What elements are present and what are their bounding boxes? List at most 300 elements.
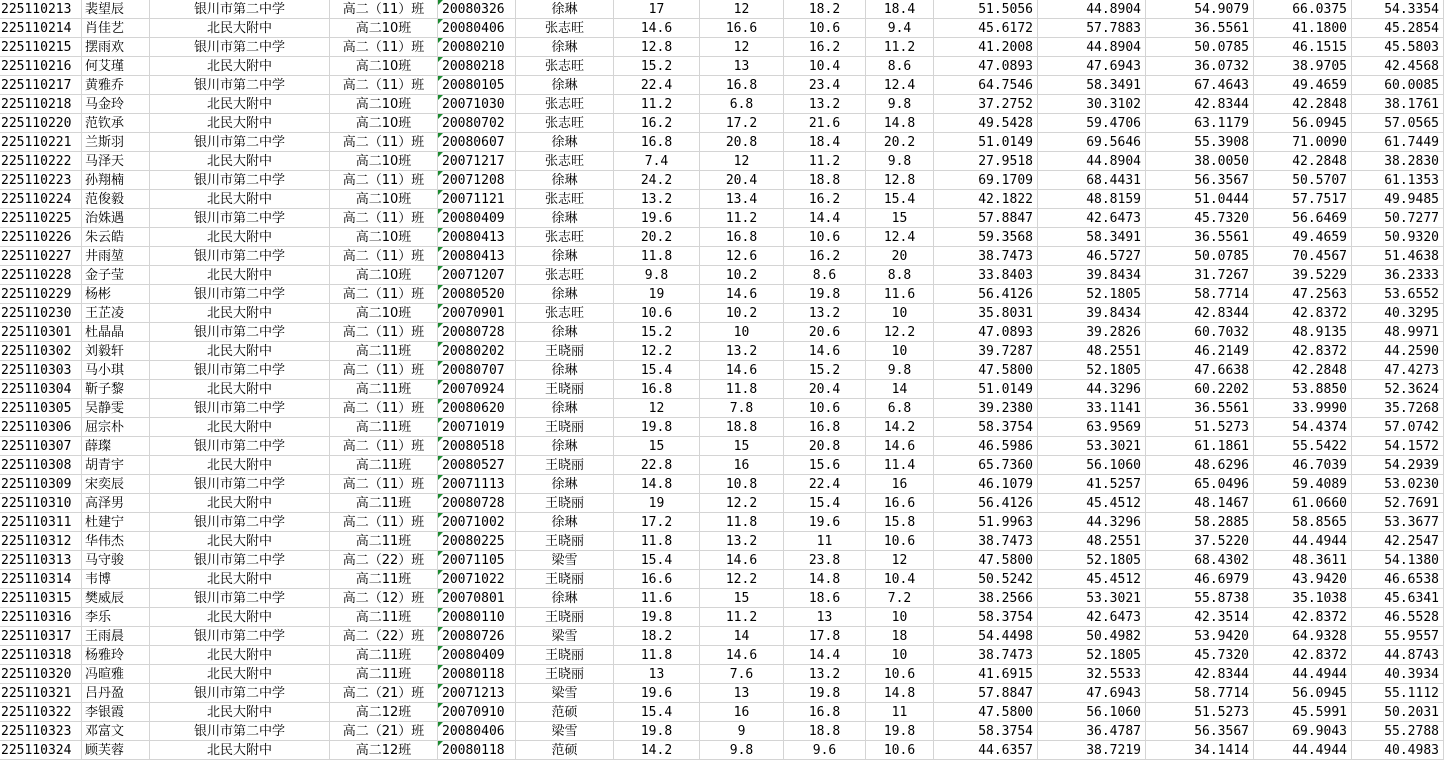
scaled1-cell[interactable]: 47.0893: [934, 323, 1038, 342]
scaled4-cell[interactable]: 64.9328: [1254, 627, 1352, 646]
teacher-cell[interactable]: 王晓丽: [516, 646, 614, 665]
scaled2-cell[interactable]: 53.3021: [1038, 589, 1146, 608]
teacher-cell[interactable]: 张志旺: [516, 57, 614, 76]
scaled2-cell[interactable]: 57.7883: [1038, 19, 1146, 38]
scaled4-cell[interactable]: 33.9990: [1254, 399, 1352, 418]
score2-cell[interactable]: 11.2: [700, 209, 784, 228]
student-id-cell[interactable]: 225110317: [0, 627, 82, 646]
class-cell[interactable]: 高二11班: [330, 665, 438, 684]
teacher-cell[interactable]: 张志旺: [516, 266, 614, 285]
score1-cell[interactable]: 13.2: [614, 190, 700, 209]
average-cell[interactable]: 50.9320: [1352, 228, 1444, 247]
scaled1-cell[interactable]: 42.1822: [934, 190, 1038, 209]
teacher-cell[interactable]: 徐琳: [516, 361, 614, 380]
score1-cell[interactable]: 11.8: [614, 532, 700, 551]
score3-cell[interactable]: 10.6: [784, 228, 866, 247]
scaled1-cell[interactable]: 46.1079: [934, 475, 1038, 494]
scaled3-cell[interactable]: 42.8344: [1146, 304, 1254, 323]
score2-cell[interactable]: 17.2: [700, 114, 784, 133]
teacher-cell[interactable]: 张志旺: [516, 228, 614, 247]
score2-cell[interactable]: 11.8: [700, 380, 784, 399]
teacher-cell[interactable]: 徐琳: [516, 76, 614, 95]
score4-cell[interactable]: 8.6: [866, 57, 934, 76]
school-cell[interactable]: 银川市第二中学: [150, 0, 330, 19]
scaled2-cell[interactable]: 47.6943: [1038, 57, 1146, 76]
school-cell[interactable]: 北民大附中: [150, 342, 330, 361]
score4-cell[interactable]: 14.6: [866, 437, 934, 456]
score4-cell[interactable]: 10.6: [866, 665, 934, 684]
school-cell[interactable]: 银川市第二中学: [150, 209, 330, 228]
scaled2-cell[interactable]: 42.6473: [1038, 209, 1146, 228]
score2-cell[interactable]: 15: [700, 437, 784, 456]
table-row[interactable]: [0, 722, 1444, 741]
scaled1-cell[interactable]: 59.3568: [934, 228, 1038, 247]
score3-cell[interactable]: 16.2: [784, 190, 866, 209]
score3-cell[interactable]: 19.6: [784, 513, 866, 532]
name-cell[interactable]: 摆雨欢: [82, 38, 150, 57]
student-id-cell[interactable]: 225110312: [0, 532, 82, 551]
student-id-cell[interactable]: 225110213: [0, 0, 82, 19]
score4-cell[interactable]: 15.4: [866, 190, 934, 209]
score2-cell[interactable]: 10: [700, 323, 784, 342]
score4-cell[interactable]: 18: [866, 627, 934, 646]
teacher-cell[interactable]: 徐琳: [516, 133, 614, 152]
birthdate-cell[interactable]: 20080409: [438, 646, 516, 665]
score1-cell[interactable]: 19: [614, 494, 700, 513]
score3-cell[interactable]: 15.4: [784, 494, 866, 513]
score3-cell[interactable]: 14.4: [784, 646, 866, 665]
name-cell[interactable]: 李乐: [82, 608, 150, 627]
scaled3-cell[interactable]: 42.3514: [1146, 608, 1254, 627]
scaled2-cell[interactable]: 44.8904: [1038, 0, 1146, 19]
student-id-cell[interactable]: 225110226: [0, 228, 82, 247]
average-cell[interactable]: 55.1112: [1352, 684, 1444, 703]
score3-cell[interactable]: 21.6: [784, 114, 866, 133]
school-cell[interactable]: 银川市第二中学: [150, 399, 330, 418]
table-row[interactable]: [0, 494, 1444, 513]
school-cell[interactable]: 银川市第二中学: [150, 76, 330, 95]
birthdate-cell[interactable]: 20080326: [438, 0, 516, 19]
score3-cell[interactable]: 18.8: [784, 171, 866, 190]
school-cell[interactable]: 北民大附中: [150, 532, 330, 551]
birthdate-cell[interactable]: 20071030: [438, 95, 516, 114]
name-cell[interactable]: 黄雅乔: [82, 76, 150, 95]
score3-cell[interactable]: 20.4: [784, 380, 866, 399]
score3-cell[interactable]: 18.4: [784, 133, 866, 152]
birthdate-cell[interactable]: 20080406: [438, 19, 516, 38]
table-row[interactable]: [0, 76, 1444, 95]
score4-cell[interactable]: 10: [866, 646, 934, 665]
scaled4-cell[interactable]: 42.2848: [1254, 361, 1352, 380]
score1-cell[interactable]: 20.2: [614, 228, 700, 247]
score3-cell[interactable]: 19.8: [784, 684, 866, 703]
scaled3-cell[interactable]: 51.0444: [1146, 190, 1254, 209]
score3-cell[interactable]: 16.8: [784, 703, 866, 722]
score3-cell[interactable]: 13.2: [784, 304, 866, 323]
table-row[interactable]: [0, 475, 1444, 494]
scaled4-cell[interactable]: 69.9043: [1254, 722, 1352, 741]
scaled1-cell[interactable]: 58.3754: [934, 722, 1038, 741]
score4-cell[interactable]: 7.2: [866, 589, 934, 608]
score3-cell[interactable]: 18.2: [784, 0, 866, 19]
score1-cell[interactable]: 7.4: [614, 152, 700, 171]
birthdate-cell[interactable]: 20080707: [438, 361, 516, 380]
score1-cell[interactable]: 12: [614, 399, 700, 418]
teacher-cell[interactable]: 王晓丽: [516, 418, 614, 437]
student-id-cell[interactable]: 225110222: [0, 152, 82, 171]
scaled4-cell[interactable]: 47.2563: [1254, 285, 1352, 304]
student-id-cell[interactable]: 225110228: [0, 266, 82, 285]
teacher-cell[interactable]: 徐琳: [516, 399, 614, 418]
scaled2-cell[interactable]: 63.9569: [1038, 418, 1146, 437]
school-cell[interactable]: 银川市第二中学: [150, 38, 330, 57]
scaled4-cell[interactable]: 71.0090: [1254, 133, 1352, 152]
average-cell[interactable]: 54.2939: [1352, 456, 1444, 475]
class-cell[interactable]: 高二（11）班: [330, 76, 438, 95]
name-cell[interactable]: 兰斯羽: [82, 133, 150, 152]
birthdate-cell[interactable]: 20080728: [438, 323, 516, 342]
student-id-cell[interactable]: 225110308: [0, 456, 82, 475]
name-cell[interactable]: 治姝遇: [82, 209, 150, 228]
score1-cell[interactable]: 12.8: [614, 38, 700, 57]
scaled4-cell[interactable]: 41.1800: [1254, 19, 1352, 38]
average-cell[interactable]: 46.5528: [1352, 608, 1444, 627]
score2-cell[interactable]: 16: [700, 456, 784, 475]
score2-cell[interactable]: 11.2: [700, 608, 784, 627]
birthdate-cell[interactable]: 20071208: [438, 171, 516, 190]
table-row[interactable]: [0, 741, 1444, 760]
birthdate-cell[interactable]: 20071002: [438, 513, 516, 532]
average-cell[interactable]: 48.9971: [1352, 323, 1444, 342]
average-cell[interactable]: 54.1380: [1352, 551, 1444, 570]
scaled2-cell[interactable]: 44.3296: [1038, 513, 1146, 532]
score3-cell[interactable]: 10.6: [784, 19, 866, 38]
birthdate-cell[interactable]: 20070801: [438, 589, 516, 608]
scaled2-cell[interactable]: 48.2551: [1038, 342, 1146, 361]
scaled2-cell[interactable]: 52.1805: [1038, 646, 1146, 665]
score2-cell[interactable]: 14.6: [700, 551, 784, 570]
student-id-cell[interactable]: 225110221: [0, 133, 82, 152]
school-cell[interactable]: 北民大附中: [150, 665, 330, 684]
score3-cell[interactable]: 14.4: [784, 209, 866, 228]
scaled3-cell[interactable]: 46.2149: [1146, 342, 1254, 361]
average-cell[interactable]: 40.4983: [1352, 741, 1444, 760]
name-cell[interactable]: 何艾瑾: [82, 57, 150, 76]
school-cell[interactable]: 银川市第二中学: [150, 513, 330, 532]
score1-cell[interactable]: 10.6: [614, 304, 700, 323]
student-id-cell[interactable]: 225110313: [0, 551, 82, 570]
birthdate-cell[interactable]: 20080210: [438, 38, 516, 57]
class-cell[interactable]: 高二（11）班: [330, 38, 438, 57]
scaled4-cell[interactable]: 56.0945: [1254, 114, 1352, 133]
scaled3-cell[interactable]: 56.3567: [1146, 171, 1254, 190]
scaled3-cell[interactable]: 58.7714: [1146, 684, 1254, 703]
score1-cell[interactable]: 17.2: [614, 513, 700, 532]
class-cell[interactable]: 高二11班: [330, 532, 438, 551]
table-row[interactable]: [0, 665, 1444, 684]
score2-cell[interactable]: 20.4: [700, 171, 784, 190]
scaled3-cell[interactable]: 61.1861: [1146, 437, 1254, 456]
average-cell[interactable]: 42.2547: [1352, 532, 1444, 551]
table-row[interactable]: [0, 171, 1444, 190]
scaled2-cell[interactable]: 48.8159: [1038, 190, 1146, 209]
student-id-cell[interactable]: 225110215: [0, 38, 82, 57]
scaled4-cell[interactable]: 44.4944: [1254, 532, 1352, 551]
scaled2-cell[interactable]: 41.5257: [1038, 475, 1146, 494]
class-cell[interactable]: 高二11班: [330, 418, 438, 437]
score3-cell[interactable]: 16.2: [784, 247, 866, 266]
name-cell[interactable]: 高泽男: [82, 494, 150, 513]
student-id-cell[interactable]: 225110323: [0, 722, 82, 741]
average-cell[interactable]: 52.3624: [1352, 380, 1444, 399]
table-row[interactable]: [0, 114, 1444, 133]
score2-cell[interactable]: 10.2: [700, 266, 784, 285]
scaled1-cell[interactable]: 49.5428: [934, 114, 1038, 133]
average-cell[interactable]: 46.6538: [1352, 570, 1444, 589]
birthdate-cell[interactable]: 20071121: [438, 190, 516, 209]
student-id-cell[interactable]: 225110307: [0, 437, 82, 456]
score3-cell[interactable]: 18.8: [784, 722, 866, 741]
average-cell[interactable]: 45.2854: [1352, 19, 1444, 38]
name-cell[interactable]: 吕丹盈: [82, 684, 150, 703]
scaled3-cell[interactable]: 46.6979: [1146, 570, 1254, 589]
scaled1-cell[interactable]: 45.6172: [934, 19, 1038, 38]
score2-cell[interactable]: 9: [700, 722, 784, 741]
score4-cell[interactable]: 6.8: [866, 399, 934, 418]
table-row[interactable]: [0, 285, 1444, 304]
teacher-cell[interactable]: 王晓丽: [516, 608, 614, 627]
scaled1-cell[interactable]: 54.4498: [934, 627, 1038, 646]
average-cell[interactable]: 35.7268: [1352, 399, 1444, 418]
average-cell[interactable]: 61.7449: [1352, 133, 1444, 152]
scaled1-cell[interactable]: 39.7287: [934, 342, 1038, 361]
scaled2-cell[interactable]: 44.8904: [1038, 152, 1146, 171]
scaled2-cell[interactable]: 52.1805: [1038, 285, 1146, 304]
scaled1-cell[interactable]: 38.7473: [934, 646, 1038, 665]
score1-cell[interactable]: 19.8: [614, 608, 700, 627]
class-cell[interactable]: 高二11班: [330, 570, 438, 589]
score1-cell[interactable]: 16.8: [614, 380, 700, 399]
teacher-cell[interactable]: 徐琳: [516, 475, 614, 494]
scaled3-cell[interactable]: 53.9420: [1146, 627, 1254, 646]
score1-cell[interactable]: 19.6: [614, 209, 700, 228]
scaled2-cell[interactable]: 58.3491: [1038, 228, 1146, 247]
school-cell[interactable]: 北民大附中: [150, 19, 330, 38]
scaled4-cell[interactable]: 44.4944: [1254, 741, 1352, 760]
class-cell[interactable]: 高二10班: [330, 228, 438, 247]
name-cell[interactable]: 吴静雯: [82, 399, 150, 418]
average-cell[interactable]: 45.5803: [1352, 38, 1444, 57]
score4-cell[interactable]: 12.4: [866, 228, 934, 247]
score2-cell[interactable]: 14.6: [700, 285, 784, 304]
scaled4-cell[interactable]: 39.5229: [1254, 266, 1352, 285]
scaled4-cell[interactable]: 42.8372: [1254, 304, 1352, 323]
score1-cell[interactable]: 9.8: [614, 266, 700, 285]
name-cell[interactable]: 马小琪: [82, 361, 150, 380]
teacher-cell[interactable]: 张志旺: [516, 95, 614, 114]
scaled1-cell[interactable]: 33.8403: [934, 266, 1038, 285]
table-row[interactable]: [0, 551, 1444, 570]
name-cell[interactable]: 胡青宇: [82, 456, 150, 475]
score4-cell[interactable]: 15: [866, 209, 934, 228]
class-cell[interactable]: 高二（21）班: [330, 684, 438, 703]
average-cell[interactable]: 53.0230: [1352, 475, 1444, 494]
score1-cell[interactable]: 19.8: [614, 722, 700, 741]
scaled2-cell[interactable]: 52.1805: [1038, 551, 1146, 570]
table-row[interactable]: [0, 38, 1444, 57]
class-cell[interactable]: 高二12班: [330, 703, 438, 722]
student-id-cell[interactable]: 225110309: [0, 475, 82, 494]
name-cell[interactable]: 杜建宁: [82, 513, 150, 532]
score4-cell[interactable]: 14.8: [866, 684, 934, 703]
scaled3-cell[interactable]: 45.7320: [1146, 646, 1254, 665]
scaled1-cell[interactable]: 47.5800: [934, 551, 1038, 570]
school-cell[interactable]: 北民大附中: [150, 114, 330, 133]
name-cell[interactable]: 马守骏: [82, 551, 150, 570]
table-row[interactable]: [0, 361, 1444, 380]
birthdate-cell[interactable]: 20080202: [438, 342, 516, 361]
student-id-cell[interactable]: 225110318: [0, 646, 82, 665]
scaled4-cell[interactable]: 53.8850: [1254, 380, 1352, 399]
class-cell[interactable]: 高二11班: [330, 342, 438, 361]
student-id-cell[interactable]: 225110227: [0, 247, 82, 266]
student-id-cell[interactable]: 225110305: [0, 399, 82, 418]
birthdate-cell[interactable]: 20080518: [438, 437, 516, 456]
score2-cell[interactable]: 16.8: [700, 76, 784, 95]
scaled2-cell[interactable]: 42.6473: [1038, 608, 1146, 627]
birthdate-cell[interactable]: 20080520: [438, 285, 516, 304]
scaled1-cell[interactable]: 50.5242: [934, 570, 1038, 589]
scaled1-cell[interactable]: 47.5800: [934, 703, 1038, 722]
scaled1-cell[interactable]: 44.6357: [934, 741, 1038, 760]
score1-cell[interactable]: 15.4: [614, 551, 700, 570]
school-cell[interactable]: 北民大附中: [150, 741, 330, 760]
scaled3-cell[interactable]: 51.5273: [1146, 703, 1254, 722]
scaled2-cell[interactable]: 50.4982: [1038, 627, 1146, 646]
score3-cell[interactable]: 23.4: [784, 76, 866, 95]
scaled2-cell[interactable]: 69.5646: [1038, 133, 1146, 152]
table-row[interactable]: [0, 418, 1444, 437]
scaled4-cell[interactable]: 56.0945: [1254, 684, 1352, 703]
average-cell[interactable]: 57.0565: [1352, 114, 1444, 133]
scaled2-cell[interactable]: 33.1141: [1038, 399, 1146, 418]
scaled3-cell[interactable]: 34.1414: [1146, 741, 1254, 760]
teacher-cell[interactable]: 梁雪: [516, 684, 614, 703]
scaled3-cell[interactable]: 47.6638: [1146, 361, 1254, 380]
score4-cell[interactable]: 10: [866, 608, 934, 627]
scaled2-cell[interactable]: 59.4706: [1038, 114, 1146, 133]
score2-cell[interactable]: 14.6: [700, 361, 784, 380]
score3-cell[interactable]: 14.8: [784, 570, 866, 589]
scaled3-cell[interactable]: 68.4302: [1146, 551, 1254, 570]
score1-cell[interactable]: 19.8: [614, 418, 700, 437]
score1-cell[interactable]: 11.6: [614, 589, 700, 608]
scaled3-cell[interactable]: 45.7320: [1146, 209, 1254, 228]
score1-cell[interactable]: 15.2: [614, 57, 700, 76]
scaled3-cell[interactable]: 58.7714: [1146, 285, 1254, 304]
score4-cell[interactable]: 15.8: [866, 513, 934, 532]
scaled4-cell[interactable]: 54.4374: [1254, 418, 1352, 437]
school-cell[interactable]: 北民大附中: [150, 304, 330, 323]
scaled4-cell[interactable]: 61.0660: [1254, 494, 1352, 513]
scaled1-cell[interactable]: 38.2566: [934, 589, 1038, 608]
score4-cell[interactable]: 9.8: [866, 361, 934, 380]
score3-cell[interactable]: 16.8: [784, 418, 866, 437]
class-cell[interactable]: 高二11班: [330, 608, 438, 627]
school-cell[interactable]: 银川市第二中学: [150, 475, 330, 494]
score3-cell[interactable]: 18.6: [784, 589, 866, 608]
average-cell[interactable]: 44.8743: [1352, 646, 1444, 665]
student-id-cell[interactable]: 225110324: [0, 741, 82, 760]
teacher-cell[interactable]: 徐琳: [516, 589, 614, 608]
scaled4-cell[interactable]: 38.9705: [1254, 57, 1352, 76]
teacher-cell[interactable]: 梁雪: [516, 627, 614, 646]
scaled1-cell[interactable]: 65.7360: [934, 456, 1038, 475]
scaled3-cell[interactable]: 63.1179: [1146, 114, 1254, 133]
score3-cell[interactable]: 13: [784, 608, 866, 627]
scaled1-cell[interactable]: 56.4126: [934, 285, 1038, 304]
table-row[interactable]: [0, 228, 1444, 247]
average-cell[interactable]: 44.2590: [1352, 342, 1444, 361]
score3-cell[interactable]: 10.4: [784, 57, 866, 76]
school-cell[interactable]: 银川市第二中学: [150, 627, 330, 646]
teacher-cell[interactable]: 范硕: [516, 703, 614, 722]
class-cell[interactable]: 高二12班: [330, 741, 438, 760]
average-cell[interactable]: 36.2333: [1352, 266, 1444, 285]
score4-cell[interactable]: 11.4: [866, 456, 934, 475]
table-row[interactable]: [0, 342, 1444, 361]
birthdate-cell[interactable]: 20080413: [438, 228, 516, 247]
class-cell[interactable]: 高二10班: [330, 19, 438, 38]
birthdate-cell[interactable]: 20080118: [438, 741, 516, 760]
scaled3-cell[interactable]: 60.2202: [1146, 380, 1254, 399]
scaled4-cell[interactable]: 44.4944: [1254, 665, 1352, 684]
student-id-cell[interactable]: 225110315: [0, 589, 82, 608]
name-cell[interactable]: 靳子黎: [82, 380, 150, 399]
school-cell[interactable]: 北民大附中: [150, 95, 330, 114]
student-id-cell[interactable]: 225110224: [0, 190, 82, 209]
school-cell[interactable]: 银川市第二中学: [150, 551, 330, 570]
scaled2-cell[interactable]: 38.7219: [1038, 741, 1146, 760]
class-cell[interactable]: 高二10班: [330, 152, 438, 171]
scaled1-cell[interactable]: 46.5986: [934, 437, 1038, 456]
class-cell[interactable]: 高二11班: [330, 494, 438, 513]
school-cell[interactable]: 银川市第二中学: [150, 722, 330, 741]
score2-cell[interactable]: 7.8: [700, 399, 784, 418]
name-cell[interactable]: 杨雅玲: [82, 646, 150, 665]
scaled4-cell[interactable]: 45.5991: [1254, 703, 1352, 722]
student-id-cell[interactable]: 225110301: [0, 323, 82, 342]
score4-cell[interactable]: 12.4: [866, 76, 934, 95]
score1-cell[interactable]: 18.2: [614, 627, 700, 646]
birthdate-cell[interactable]: 20080118: [438, 665, 516, 684]
teacher-cell[interactable]: 徐琳: [516, 0, 614, 19]
scaled3-cell[interactable]: 36.5561: [1146, 19, 1254, 38]
scaled1-cell[interactable]: 69.1709: [934, 171, 1038, 190]
scaled4-cell[interactable]: 42.2848: [1254, 152, 1352, 171]
scaled2-cell[interactable]: 39.2826: [1038, 323, 1146, 342]
scaled3-cell[interactable]: 50.0785: [1146, 247, 1254, 266]
class-cell[interactable]: 高二11班: [330, 380, 438, 399]
school-cell[interactable]: 银川市第二中学: [150, 171, 330, 190]
school-cell[interactable]: 北民大附中: [150, 380, 330, 399]
score4-cell[interactable]: 19.8: [866, 722, 934, 741]
scaled1-cell[interactable]: 37.2752: [934, 95, 1038, 114]
score3-cell[interactable]: 20.8: [784, 437, 866, 456]
teacher-cell[interactable]: 王晓丽: [516, 570, 614, 589]
class-cell[interactable]: 高二（11）班: [330, 513, 438, 532]
score3-cell[interactable]: 15.6: [784, 456, 866, 475]
